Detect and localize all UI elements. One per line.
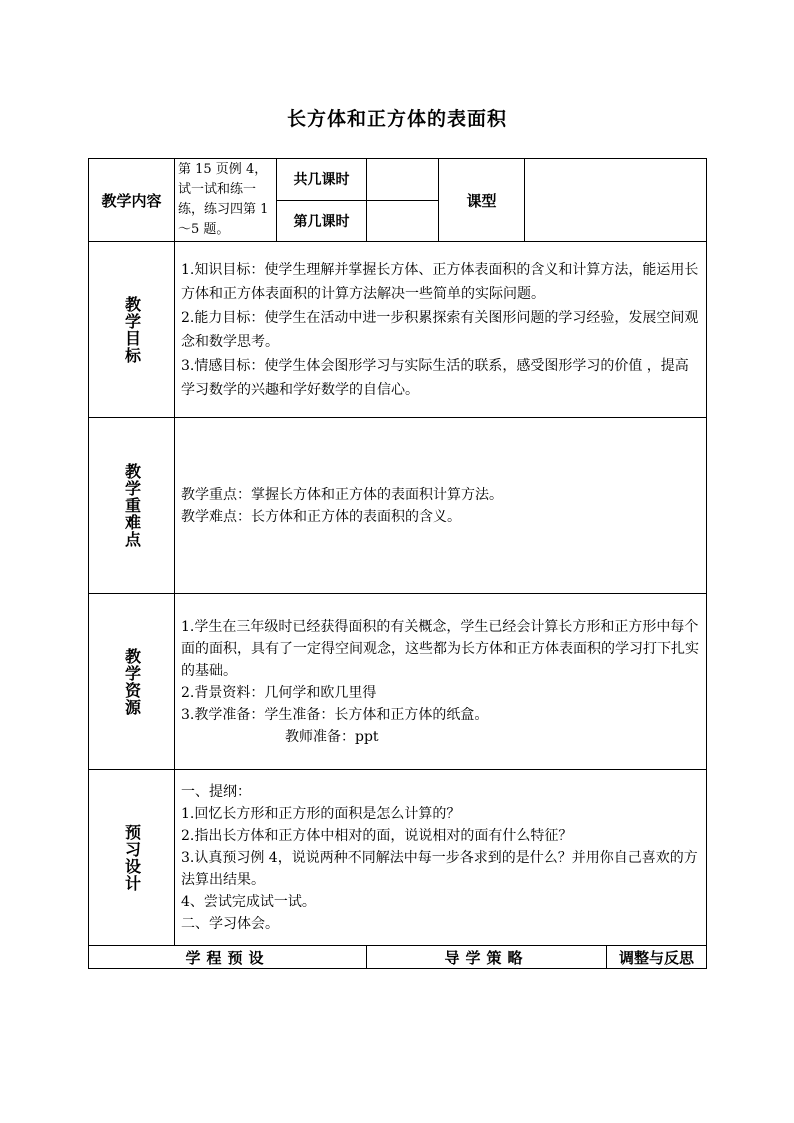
preview-line: 4、尝试完成试一试。 — [181, 893, 316, 910]
preview-content — [175, 770, 707, 946]
resources-label-cell — [89, 594, 175, 770]
footer-guidance-strategy: 导学策略 — [367, 946, 607, 969]
total-periods-label: 共几课时 — [277, 159, 367, 201]
key-line: 教学难点：长方体和正方体的表面积的含义。 — [181, 508, 461, 525]
page-title: 长方体和正方体的表面积 — [286, 108, 507, 130]
goals-label-cell — [89, 242, 175, 418]
total-periods-value — [367, 159, 439, 201]
footer-course-plan: 学程预设 — [89, 946, 367, 969]
footer-adjust-reflect: 调整与反思 — [607, 946, 707, 969]
goal-line: 2.能力目标：使学生在活动中进一步积累探索有关图形问题的学习经验，发展空间观念和数学思考。 — [181, 309, 699, 350]
keys-label-cell — [89, 418, 175, 594]
goals-label: 教学目标 — [122, 295, 142, 364]
nth-period-value — [367, 200, 439, 242]
goal-line: 1.知识目标：使学生理解并掌握长方体、正方体表面积的含义和计算方法，能运用长方体和正方体表面积的计算方法解决一些简单的实际问题。 — [181, 261, 699, 302]
lesson-type-value — [525, 159, 707, 242]
teacher-prep: 教师准备：ppt — [285, 728, 379, 745]
lesson-plan-table — [88, 158, 706, 969]
preview-line: 3.认真预习例 4，说说两种不同解法中每一步各求到的是什么？并用你自己喜欢的方法算出结果。 — [181, 849, 698, 888]
goals-content — [175, 242, 707, 418]
resource-line: 1.学生在三年级时已经获得面积的有关概念，学生已经会计算长方形和正方形中每个面的面积，具有了一定得空间观念，这些都为长方体和正方体表面积的学习打下扎实的基础。 — [181, 618, 699, 679]
nth-period-label: 第几课时 — [277, 200, 367, 242]
resources-label: 教学资源 — [122, 647, 142, 716]
preview-line: 一、提纲： — [181, 783, 251, 800]
content-label: 教学内容 — [89, 159, 175, 242]
preview-line: 1.回忆长方形和正方形的面积是怎么计算的？ — [181, 805, 461, 822]
resource-line: 2.背景资料：几何学和欧几里得 — [181, 684, 377, 701]
content-value: 第 15 页例 4，试一试和练一练，练习四第 1～5 题。 — [175, 159, 277, 242]
preview-label-cell — [89, 770, 175, 946]
key-line: 教学重点：掌握长方体和正方体的表面积计算方法。 — [181, 486, 503, 503]
keys-content — [175, 418, 707, 594]
preview-line: 二、学习体会。 — [181, 915, 279, 932]
keys-label: 教学重难点 — [122, 463, 142, 548]
resource-line: 3.教学准备：学生准备：长方体和正方体的纸盒。 — [181, 706, 489, 723]
resources-content — [175, 594, 707, 770]
preview-line: 2.指出长方体和正方体中相对的面，说说相对的面有什么特征？ — [181, 827, 573, 844]
lesson-type-label: 课型 — [439, 159, 525, 242]
goal-line: 3.情感目标：使学生体会图形学习与实际生活的联系，感受图形学习的价值 ，提高学习数学的兴趣和学好数学的自信心。 — [181, 357, 689, 398]
preview-label: 预习设计 — [122, 823, 142, 892]
